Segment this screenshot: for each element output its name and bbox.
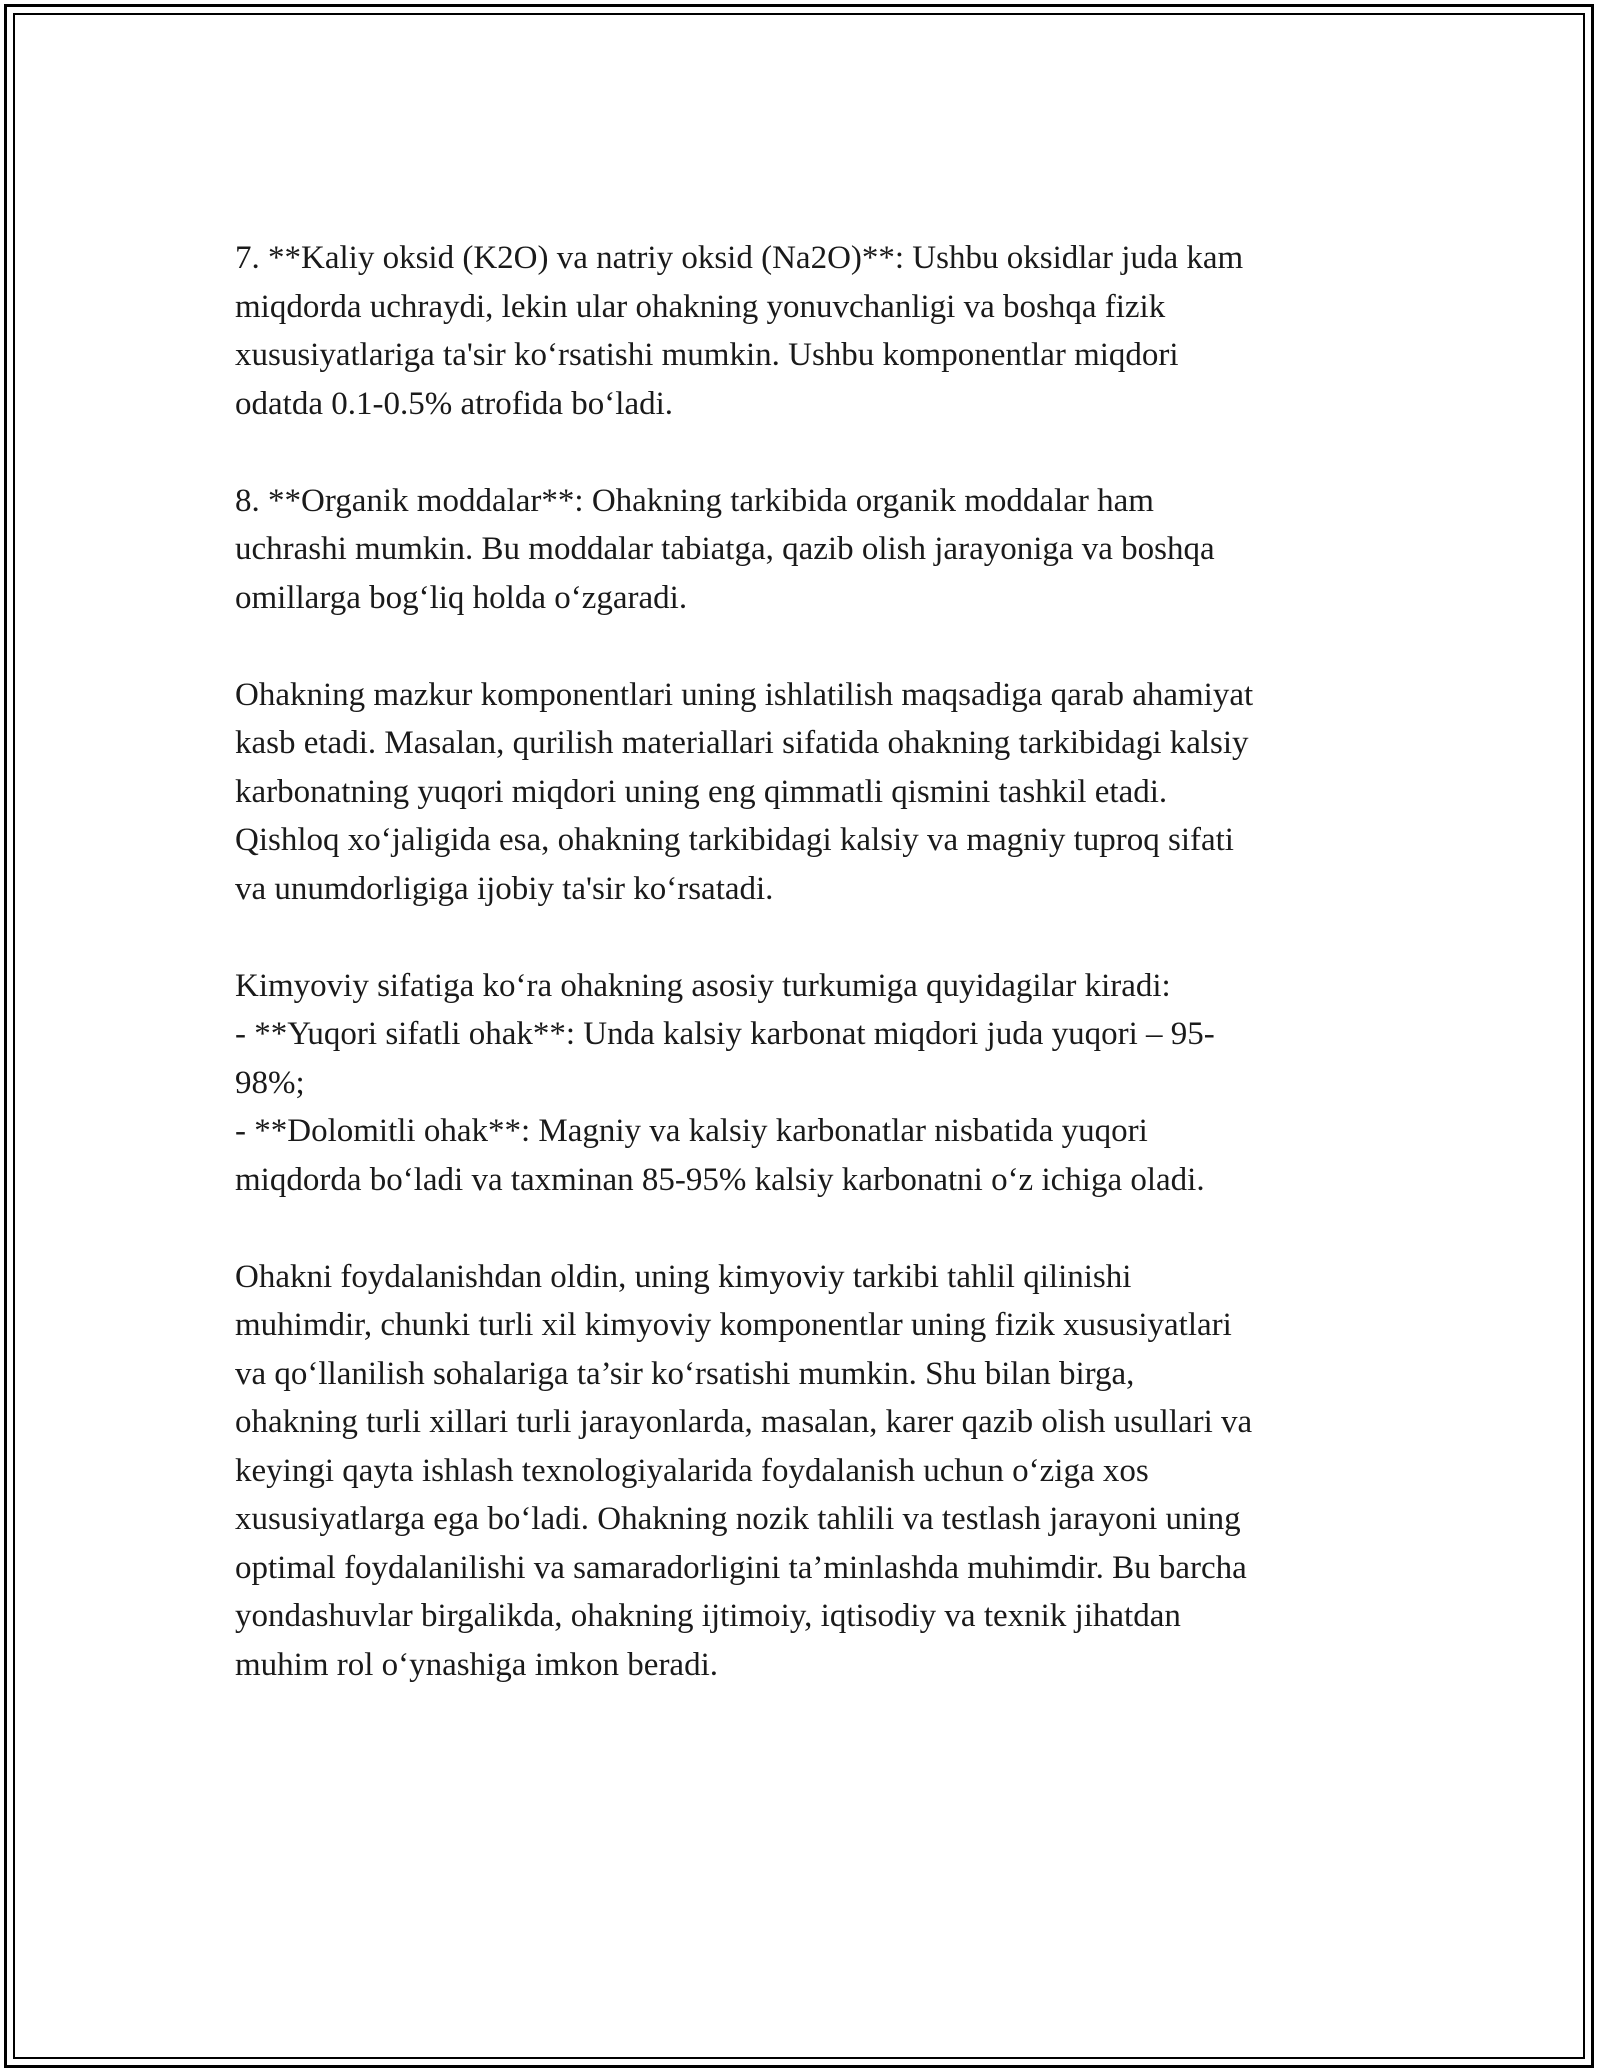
list-item: - **Yuqori sifatli ohak**: Unda kalsiy karbonat miqdori juda yuqori – 95-: [235, 1016, 1215, 1052]
text-line: xususiyatlarga ega bo‘ladi. Ohakning nozik tahlili va testlash jarayoni uning: [235, 1501, 1241, 1537]
text-line: xususiyatlariga ta'sir ko‘rsatishi mumkin. Ushbu komponentlar miqdori: [235, 337, 1179, 373]
list-item: - **Dolomitli ohak**: Magniy va kalsiy karbonatlar nisbatida yuqori: [235, 1113, 1148, 1149]
text-line: kasb etadi. Masalan, qurilish materiallari sifatida ohakning tarkibidagi kalsiy: [235, 725, 1249, 761]
paragraph-organic-matter: [235, 477, 1385, 623]
text-line: va qo‘llanilish sohalariga ta’sir ko‘rsatishi mumkin. Shu bilan birga,: [235, 1355, 1135, 1392]
list-item-continuation: 98%;: [235, 1064, 305, 1101]
paragraph-components-significance: [235, 671, 1385, 914]
text-line: Kimyoviy sifatiga ko‘ra ohakning asosiy turkumiga quyidagilar kiradi:: [235, 967, 1171, 1004]
paragraph-analysis-conclusion: [235, 1253, 1385, 1690]
text-line: muhimdir, chunki turli xil kimyoviy komponentlar uning fizik xususiyatlari: [235, 1307, 1232, 1343]
text-line: muhim rol o‘ynashiga imkon beradi.: [235, 1646, 718, 1683]
text-line: karbonatning yuqori miqdori uning eng qimmatli qismini tashkil etadi.: [235, 773, 1168, 810]
text-line: odatda 0.1-0.5% atrofida bo‘ladi.: [235, 385, 674, 422]
text-line: optimal foydalanilishi va samaradorligini ta’minlashda muhimdir. Bu barcha: [235, 1549, 1247, 1586]
text-line: uchrashi mumkin. Bu moddalar tabiatga, qazib olish jarayoniga va boshqa: [235, 531, 1215, 567]
paragraph-potassium-sodium-oxide: [235, 234, 1385, 428]
list-item-continuation: miqdorda bo‘ladi va taxminan 85-95% kalsiy karbonatni o‘z ichiga oladi.: [235, 1161, 1205, 1198]
text-line: keyingi qayta ishlash texnologiyalarida foydalanish uchun o‘ziga xos: [235, 1452, 1149, 1489]
text-line: ohakning turli xillari turli jarayonlarda, masalan, karer qazib olish usullari va: [235, 1404, 1253, 1440]
text-line: miqdorda uchraydi, lekin ular ohakning yonuvchanligi va boshqa fizik: [235, 288, 1166, 325]
document-body: [235, 234, 1385, 1689]
text-line: 8. **Organik moddalar**: Ohakning tarkibida organik moddalar ham: [235, 482, 1154, 519]
text-line: Ohakni foydalanishdan oldin, uning kimyoviy tarkibi tahlil qilinishi: [235, 1258, 1132, 1295]
text-line: 7. **Kaliy oksid (K2O) va natriy oksid (Na2O)**: Ushbu oksidlar juda kam: [235, 240, 1244, 276]
text-line: yondashuvlar birgalikda, ohakning ijtimoiy, iqtisodiy va texnik jihatdan: [235, 1598, 1181, 1634]
text-line: Qishloq xo‘jaligida esa, ohakning tarkibidagi kalsiy va magniy tuproq sifati: [235, 822, 1234, 858]
text-line: omillarga bog‘liq holda o‘zgaradi.: [235, 579, 688, 616]
text-line: Ohakning mazkur komponentlari uning ishlatilish maqsadiga qarab ahamiyat: [235, 676, 1254, 713]
text-line: va unumdorligiga ijobiy ta'sir ko‘rsatadi.: [235, 870, 774, 907]
paragraph-chemical-classification: [235, 962, 1385, 1205]
